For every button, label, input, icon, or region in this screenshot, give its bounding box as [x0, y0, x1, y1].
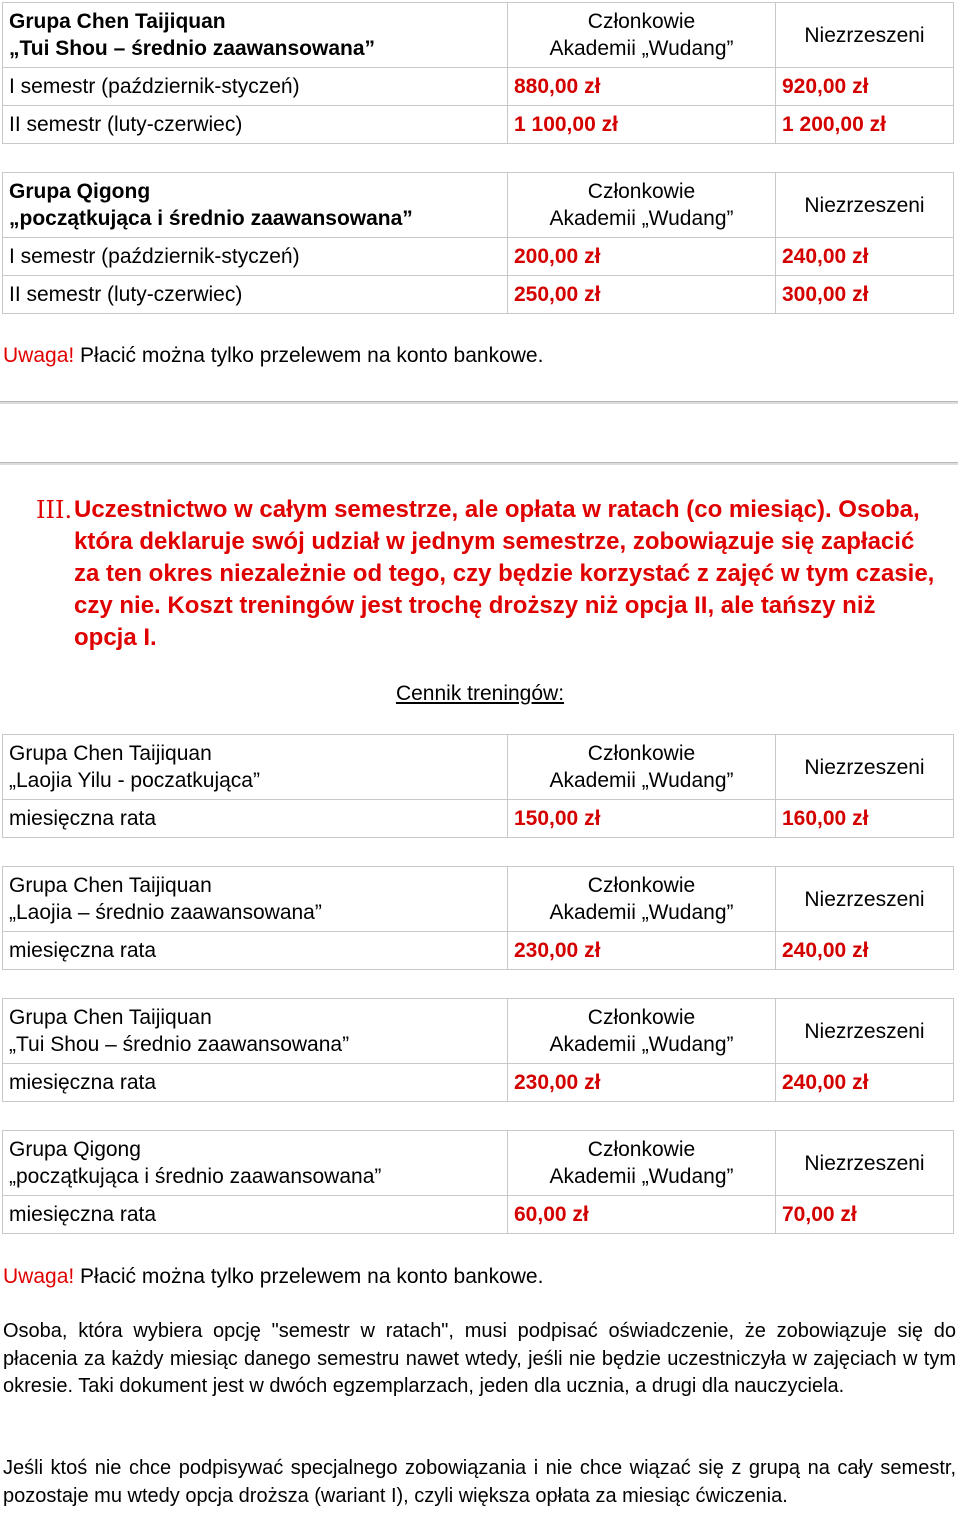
table-row — [3, 68, 954, 106]
non-members-header: Niezrzeszeni — [776, 3, 954, 68]
non-members-header: Niezrzeszeni — [776, 867, 954, 932]
table-header-row — [3, 173, 954, 238]
table-header-row — [3, 1131, 954, 1196]
divider — [0, 401, 958, 404]
period-label: miesięczna rata — [3, 932, 508, 970]
table-row — [3, 1064, 954, 1102]
divider — [0, 462, 958, 465]
members-price: 150,00 zł — [508, 800, 776, 838]
members-price: 230,00 zł — [508, 1064, 776, 1102]
table-header-row — [3, 735, 954, 800]
members-header — [508, 867, 776, 932]
members-header-line1: Członkowie — [587, 1138, 696, 1161]
period-label: miesięczna rata — [3, 1196, 508, 1234]
non-members-price: 300,00 zł — [776, 276, 954, 314]
members-header-line1: Członkowie — [587, 10, 696, 33]
payment-notice — [3, 1265, 543, 1289]
group-name-cell — [3, 867, 508, 932]
members-header-line2: Akademii „Wudang” — [549, 1165, 734, 1188]
members-header — [508, 999, 776, 1064]
group-name-line1: Grupa Qigong — [9, 180, 151, 203]
group-name-cell — [3, 1131, 508, 1196]
period-label: II semestr (luty-czerwiec) — [3, 106, 508, 144]
price-table-qigong-semester — [2, 172, 954, 314]
group-name-cell — [3, 173, 508, 238]
members-price: 1 100,00 zł — [508, 106, 776, 144]
group-name-line1: Grupa Chen Taijiquan — [9, 874, 212, 897]
members-header — [508, 735, 776, 800]
non-members-price: 920,00 zł — [776, 68, 954, 106]
period-label: miesięczna rata — [3, 800, 508, 838]
members-header-line1: Członkowie — [587, 874, 696, 897]
members-header-line2: Akademii „Wudang” — [549, 769, 734, 792]
group-name-cell — [3, 3, 508, 68]
table-row — [3, 932, 954, 970]
price-table-laojia-monthly — [2, 866, 954, 970]
table-header-row — [3, 3, 954, 68]
price-table-tui-shou-monthly — [2, 998, 954, 1102]
notice-prefix: Uwaga! — [3, 1265, 75, 1288]
non-members-price: 240,00 zł — [776, 238, 954, 276]
members-header-line1: Członkowie — [587, 1006, 696, 1029]
period-label: II semestr (luty-czerwiec) — [3, 276, 508, 314]
group-name-line2: „Laojia – średnio zaawansowana” — [9, 901, 322, 924]
group-name-line2: „Tui Shou – średnio zaawansowana” — [9, 1033, 350, 1056]
members-price: 250,00 zł — [508, 276, 776, 314]
members-price: 60,00 zł — [508, 1196, 776, 1234]
group-name-cell — [3, 999, 508, 1064]
members-price: 880,00 zł — [508, 68, 776, 106]
price-table-laojia-yilu-monthly — [2, 734, 954, 838]
group-name-line1: Grupa Qigong — [9, 1138, 141, 1161]
price-table-tui-shou-semester — [2, 2, 954, 144]
non-members-price: 160,00 zł — [776, 800, 954, 838]
section-text: Uczestnictwo w całym semestrze, ale opłata w ratach (co miesiąc). Osoba, która deklaruje swój udział w jednym semestrze, zobowiązuje się zapłacić za ten okres niezależnie od tego, czy będzie korzystać z zajęć w tym czasie, czy nie. Koszt treningów jest trochę droższy niż opcja II, ale tańszy niż opcja I. — [74, 496, 935, 651]
non-members-header: Niezrzeszeni — [776, 999, 954, 1064]
alternative-option-paragraph: Jeśli ktoś nie chce podpisywać specjalnego zobowiązania i nie chce wiązać się z grupą na cały semestr, pozostaje mu wtedy opcja droższa (wariant I), czyli większa opłata za miesiąc ćwiczenia. — [3, 1457, 956, 1507]
group-name-cell — [3, 735, 508, 800]
members-header-line2: Akademii „Wudang” — [549, 901, 734, 924]
non-members-price: 240,00 zł — [776, 932, 954, 970]
table-row — [3, 276, 954, 314]
members-header-line1: Członkowie — [587, 742, 696, 765]
table-header-row — [3, 999, 954, 1064]
members-header — [508, 1131, 776, 1196]
group-name-line1: Grupa Chen Taijiquan — [9, 10, 226, 33]
non-members-header: Niezrzeszeni — [776, 173, 954, 238]
table-row — [3, 800, 954, 838]
payment-notice — [3, 344, 543, 368]
group-name-line2: „Tui Shou – średnio zaawansowana” — [9, 37, 376, 60]
members-header-line1: Członkowie — [587, 180, 696, 203]
members-header-line2: Akademii „Wudang” — [549, 1033, 734, 1056]
members-header-line2: Akademii „Wudang” — [549, 37, 734, 60]
price-list-heading: Cennik treningów: — [395, 682, 565, 705]
non-members-header: Niezrzeszeni — [776, 735, 954, 800]
members-header — [508, 3, 776, 68]
period-label: miesięczna rata — [3, 1064, 508, 1102]
members-header — [508, 173, 776, 238]
non-members-price: 70,00 zł — [776, 1196, 954, 1234]
section-iii — [36, 494, 936, 654]
table-row — [3, 106, 954, 144]
non-members-price: 240,00 zł — [776, 1064, 954, 1102]
non-members-header: Niezrzeszeni — [776, 1131, 954, 1196]
group-name-line2: „początkująca i średnio zaawansowana” — [9, 207, 413, 230]
group-name-line2: „początkująca i średnio zaawansowana” — [9, 1165, 382, 1188]
period-label: I semestr (październik-styczeń) — [3, 238, 508, 276]
notice-prefix: Uwaga! — [3, 344, 75, 367]
declaration-paragraph: Osoba, która wybiera opcję "semestr w ratach", musi podpisać oświadczenie, że zobowiązuje się do płacenia za każdy miesiąc danego semestru nawet wtedy, jeśli nie będzie uczestniczyła w zajęciach w tym okresie. Taki dokument jest w dwóch egzemplarzach, jeden dla ucznia, a drugi dla nauczyciela. — [3, 1320, 956, 1397]
section-number: III. — [36, 496, 73, 524]
table-row — [3, 238, 954, 276]
non-members-price: 1 200,00 zł — [776, 106, 954, 144]
price-table-qigong-monthly — [2, 1130, 954, 1234]
members-price: 200,00 zł — [508, 238, 776, 276]
group-name-line2: „Laojia Yilu - poczatkująca” — [9, 769, 260, 792]
notice-text: Płacić można tylko przelewem na konto bankowe. — [74, 1265, 544, 1288]
notice-text: Płacić można tylko przelewem na konto bankowe. — [74, 344, 544, 367]
table-header-row — [3, 867, 954, 932]
members-price: 230,00 zł — [508, 932, 776, 970]
table-row — [3, 1196, 954, 1234]
group-name-line1: Grupa Chen Taijiquan — [9, 742, 212, 765]
members-header-line2: Akademii „Wudang” — [549, 207, 734, 230]
group-name-line1: Grupa Chen Taijiquan — [9, 1006, 212, 1029]
period-label: I semestr (październik-styczeń) — [3, 68, 508, 106]
